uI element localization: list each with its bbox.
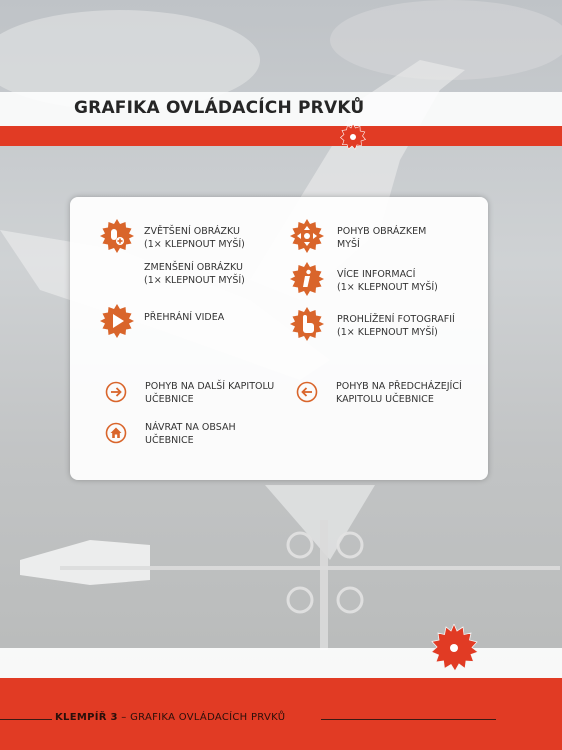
more-info-sublabel: (1× KLEPNOUT MYŠÍ): [337, 282, 438, 293]
more-info-label: VÍCE INFORMACÍ: [337, 269, 416, 280]
info-icon: [290, 262, 324, 296]
footer-separator: –: [117, 712, 131, 723]
arrow-right-icon: [105, 381, 127, 403]
saw-blade-icon: [430, 624, 478, 672]
zoom-in-icon: [100, 219, 134, 253]
table-of-contents-sublabel: UČEBNICE: [145, 435, 194, 446]
title-accent-bar: [0, 126, 562, 146]
play-video-label: PŘEHRÁNÍ VIDEA: [144, 312, 225, 323]
footer-section-title: GRAFIKA OVLÁDACÍCH PRVKŮ: [130, 712, 286, 723]
legend-card: [70, 197, 488, 480]
zoom-out-label: ZMENŠENÍ OBRÁZKU: [144, 262, 243, 273]
photo-browse-icon: [290, 307, 324, 341]
zoom-out-sublabel: (1× KLEPNOUT MYŠÍ): [144, 275, 245, 286]
footer-rule-left: [0, 719, 52, 720]
footer-rule-right: [321, 719, 496, 720]
arrow-left-icon: [296, 381, 318, 403]
move-icon: [290, 219, 324, 253]
table-of-contents-label: NÁVRAT NA OBSAH: [145, 422, 236, 433]
photo-browse-label: PROHLÍŽENÍ FOTOGRAFIÍ: [337, 314, 455, 325]
zoom-in-sublabel: (1× KLEPNOUT MYŠÍ): [144, 239, 245, 250]
next-chapter-sublabel: UČEBNICE: [145, 394, 194, 405]
previous-chapter-sublabel: KAPITOLU UČEBNICE: [336, 394, 434, 405]
next-chapter-label: POHYB NA DALŠÍ KAPITOLU: [145, 381, 275, 392]
move-image-sublabel: MYŠÍ: [337, 239, 360, 250]
previous-chapter-label: POHYB NA PŘEDCHÁZEJÍCÍ: [336, 381, 462, 392]
saw-gear-icon: [340, 124, 366, 150]
photo-browse-sublabel: (1× KLEPNOUT MYŠÍ): [337, 327, 438, 338]
footer-book-title: KLEMPÍŘ 3: [55, 712, 118, 723]
move-image-label: POHYB OBRÁZKEM: [337, 226, 427, 237]
footer-running-title: [55, 712, 285, 723]
zoom-in-label: ZVĚTŠENÍ OBRÁZKU: [144, 226, 240, 237]
page-title: GRAFIKA OVLÁDACÍCH PRVKŮ: [74, 98, 365, 118]
home-icon: [105, 422, 127, 444]
play-icon: [100, 304, 134, 338]
